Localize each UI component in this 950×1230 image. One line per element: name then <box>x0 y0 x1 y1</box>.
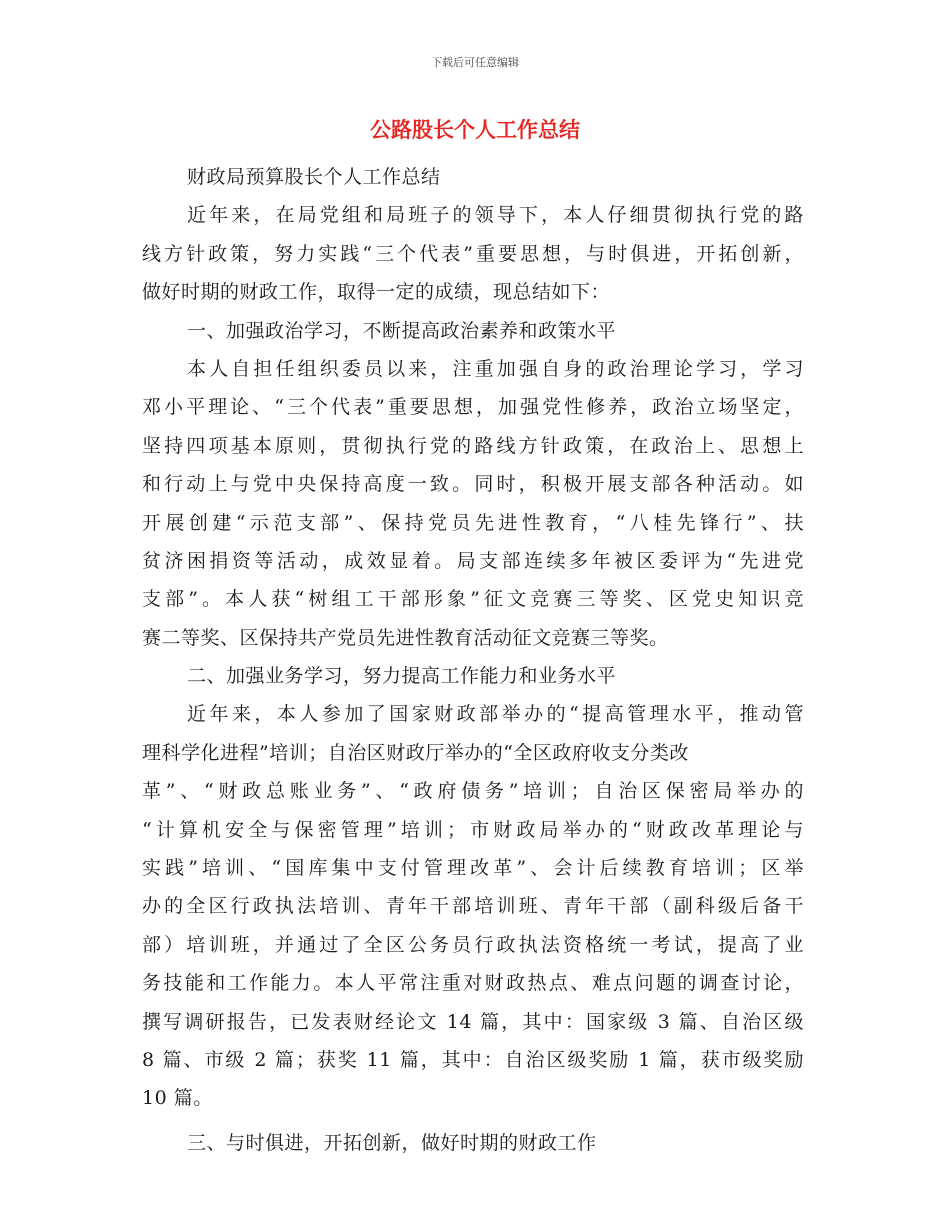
text-line: 财政局预算股长个人工作总结 <box>187 166 441 188</box>
text-line: 邓小平理论、“三个代表”重要思想，加强党性修养，政治立场坚定， <box>142 396 804 419</box>
text-line: 和行动上与党中央保持高度一致。同时，积极开展支部各种活动。如 <box>142 473 804 496</box>
text-line: 理科学化进程”培训；自治区财政厅举办的“全区政府收支分类改 <box>142 741 689 764</box>
text-line: 革”、“财政总账业务”、“政府债务”培训；自治区保密局举办的 <box>142 780 804 803</box>
text-line: 赛二等奖、区保持共产党员先进性教育活动征文竞赛三等奖。 <box>142 626 669 649</box>
text-line: 支部”。本人获“树组工干部形象”征文竞赛三等奖、区党史知识竞 <box>142 588 804 611</box>
document-title: 公路股长个人工作总结 <box>370 118 580 142</box>
text-line: 近年来，在局党组和局班子的领导下，本人仔细贯彻执行党的路 <box>187 204 804 227</box>
text-line: 三、与时俱进，开拓创新，做好时期的财政工作 <box>187 1131 597 1154</box>
header-note: 下载后可任意编辑 <box>431 56 519 69</box>
text-line: 二、加强业务学习，努力提高工作能力和业务水平 <box>187 665 617 688</box>
text-line: 坚持四项基本原则，贯彻执行党的路线方针政策，在政治上、思想上 <box>142 434 804 457</box>
text-line: 近年来，本人参加了国家财政部举办的“提高管理水平，推动管 <box>187 703 804 726</box>
text-line: 做好时期的财政工作，取得一定的成绩，现总结如下： <box>142 281 611 304</box>
document-body <box>142 158 804 1162</box>
text-line: 一、加强政治学习，不断提高政治素养和政策水平 <box>187 319 617 342</box>
text-line: 办的全区行政执法培训、青年干部培训班、青年干部（副科级后备干 <box>142 895 804 918</box>
text-line: 本人自担任组织委员以来，注重加强自身的政治理论学习，学习 <box>187 357 804 380</box>
text-line: 线方针政策，努力实践“三个代表”重要思想，与时俱进，开拓创新， <box>142 242 804 265</box>
text-line: 务技能和工作能力。本人平常注重对财政热点、难点问题的调查讨论， <box>142 972 804 995</box>
text-line: 开展创建“示范支部”、保持党员先进性教育，“八桂先锋行”、扶 <box>142 511 804 534</box>
text-line: 实践”培训、“国库集中支付管理改革”、会计后续教育培训；区举 <box>142 857 804 880</box>
text-line: 8 篇、市级 2 篇；获奖 11 篇，其中：自治区级奖励 1 篇，获市级奖励 <box>142 1048 804 1071</box>
text-line: “计算机安全与保密管理”培训；市财政局举办的“财政改革理论与 <box>142 818 804 841</box>
text-line: 撰写调研报告，已发表财经论文 14 篇，其中：国家级 3 篇、自治区级 <box>142 1010 804 1033</box>
text-line: 部）培训班，并通过了全区公务员行政执法资格统一考试，提高了业 <box>142 933 804 956</box>
text-line: 10 篇。 <box>142 1087 213 1110</box>
text-line: 贫济困捐资等活动，成效显着。局支部连续多年被区委评为“先进党 <box>142 549 804 572</box>
